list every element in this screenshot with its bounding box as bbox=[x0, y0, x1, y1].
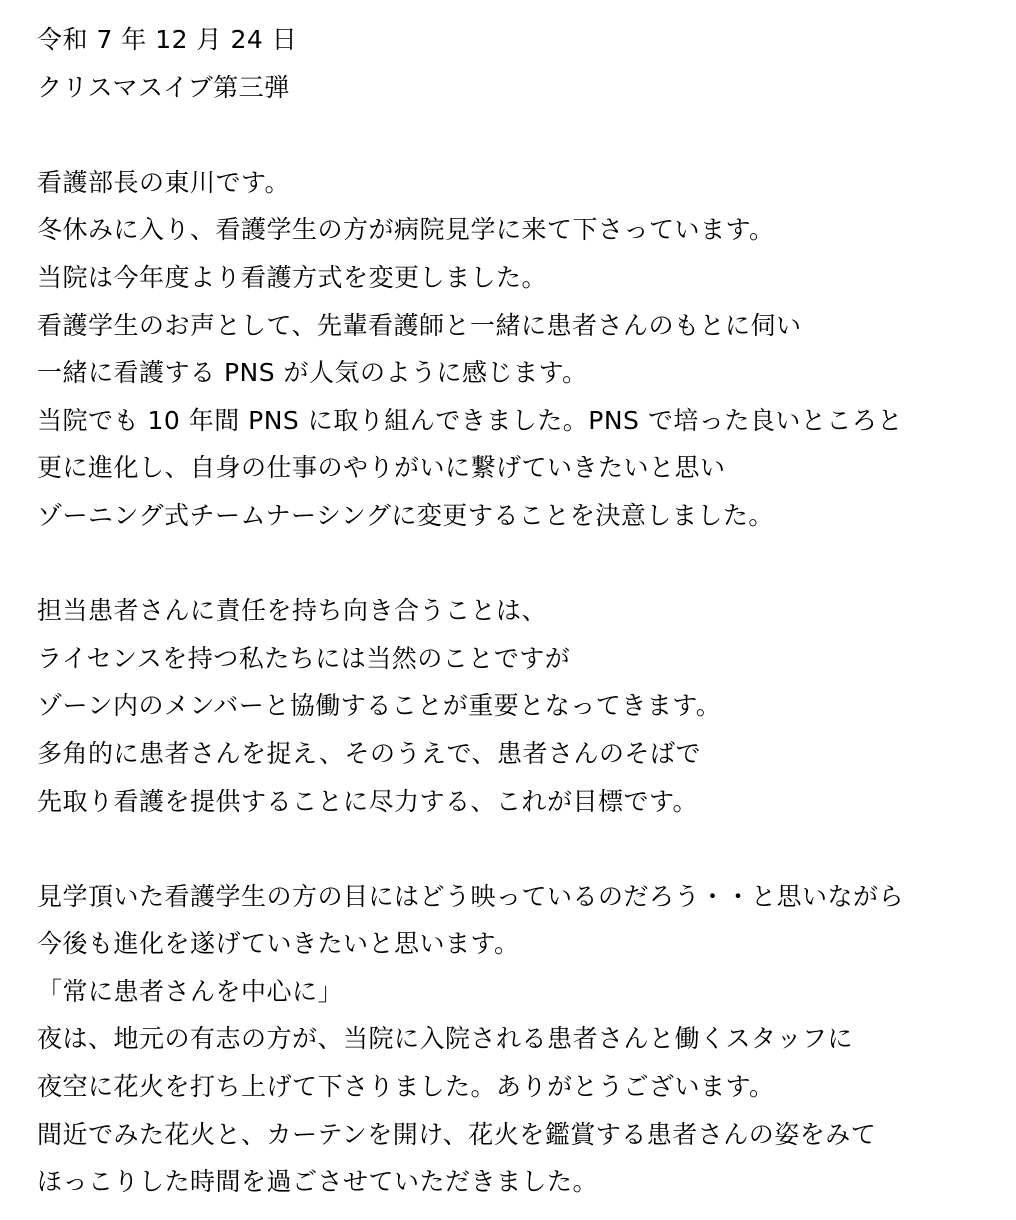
text-line: 夜は、地元の有志の方が、当院に入院される患者さんと働くスタッフに bbox=[37, 1024, 854, 1054]
text-line: ライセンスを持つ私たちには当然のことですが bbox=[37, 643, 571, 673]
blank-line bbox=[37, 540, 1007, 588]
text-line: 更に進化し、自身の仕事のやりがいに繋げていきたいと思い bbox=[37, 453, 726, 483]
text-line: ゾーン内のメンバーと協働することが重要となってきます。 bbox=[37, 691, 722, 721]
subtitle-line: クリスマスイブ第三弾 bbox=[37, 72, 290, 102]
text-line: 当院でも 10 年間 PNS に取り組んできました。PNS で培った良いところと bbox=[37, 405, 903, 435]
text-line: 冬休みに入り、看護学生の方が病院見学に来て下さっています。 bbox=[37, 215, 775, 245]
text-line: 担当患者さんに責任を持ち向き合うことは、 bbox=[37, 596, 548, 626]
text-line: ゾーニング式チームナーシングに変更することを決意しました。 bbox=[37, 500, 774, 530]
text-line: 先取り看護を提供することに尽力する、これが目標です。 bbox=[37, 786, 699, 816]
text-line: 看護部長の東川です。 bbox=[37, 167, 291, 197]
blank-line bbox=[37, 825, 1007, 873]
text-line: 「常に患者さんを中心に」 bbox=[37, 976, 344, 1006]
text-line: 多角的に患者さんを捉え、そのうえで、患者さんのそばで bbox=[37, 738, 702, 768]
date-line: 令和 7 年 12 月 24 日 bbox=[37, 25, 298, 54]
text-line: ほっこりした時間を過ごさせていただきました。 bbox=[37, 1167, 599, 1197]
document-body bbox=[37, 16, 1007, 1206]
text-line: 当院は今年度より看護方式を変更しました。 bbox=[37, 262, 548, 292]
text-line: 今後も進化を遂げていきたいと思います。 bbox=[37, 929, 520, 959]
text-line: 間近でみた花火と、カーテンを開け、花火を鑑賞する患者さんの姿をみて bbox=[37, 1119, 877, 1149]
text-line: 一緒に看護する PNS が人気のように感じます。 bbox=[37, 358, 588, 388]
blank-line bbox=[37, 111, 1007, 159]
text-line: 看護学生のお声として、先輩看護師と一緒に患者さんのもとに伺い bbox=[37, 310, 802, 340]
text-line: 夜空に花火を打ち上げて下さりました。ありがとうございます。 bbox=[37, 1072, 775, 1102]
text-line: 見学頂いた看護学生の方の目にはどう映っているのだろう・・と思いながら bbox=[37, 881, 905, 911]
